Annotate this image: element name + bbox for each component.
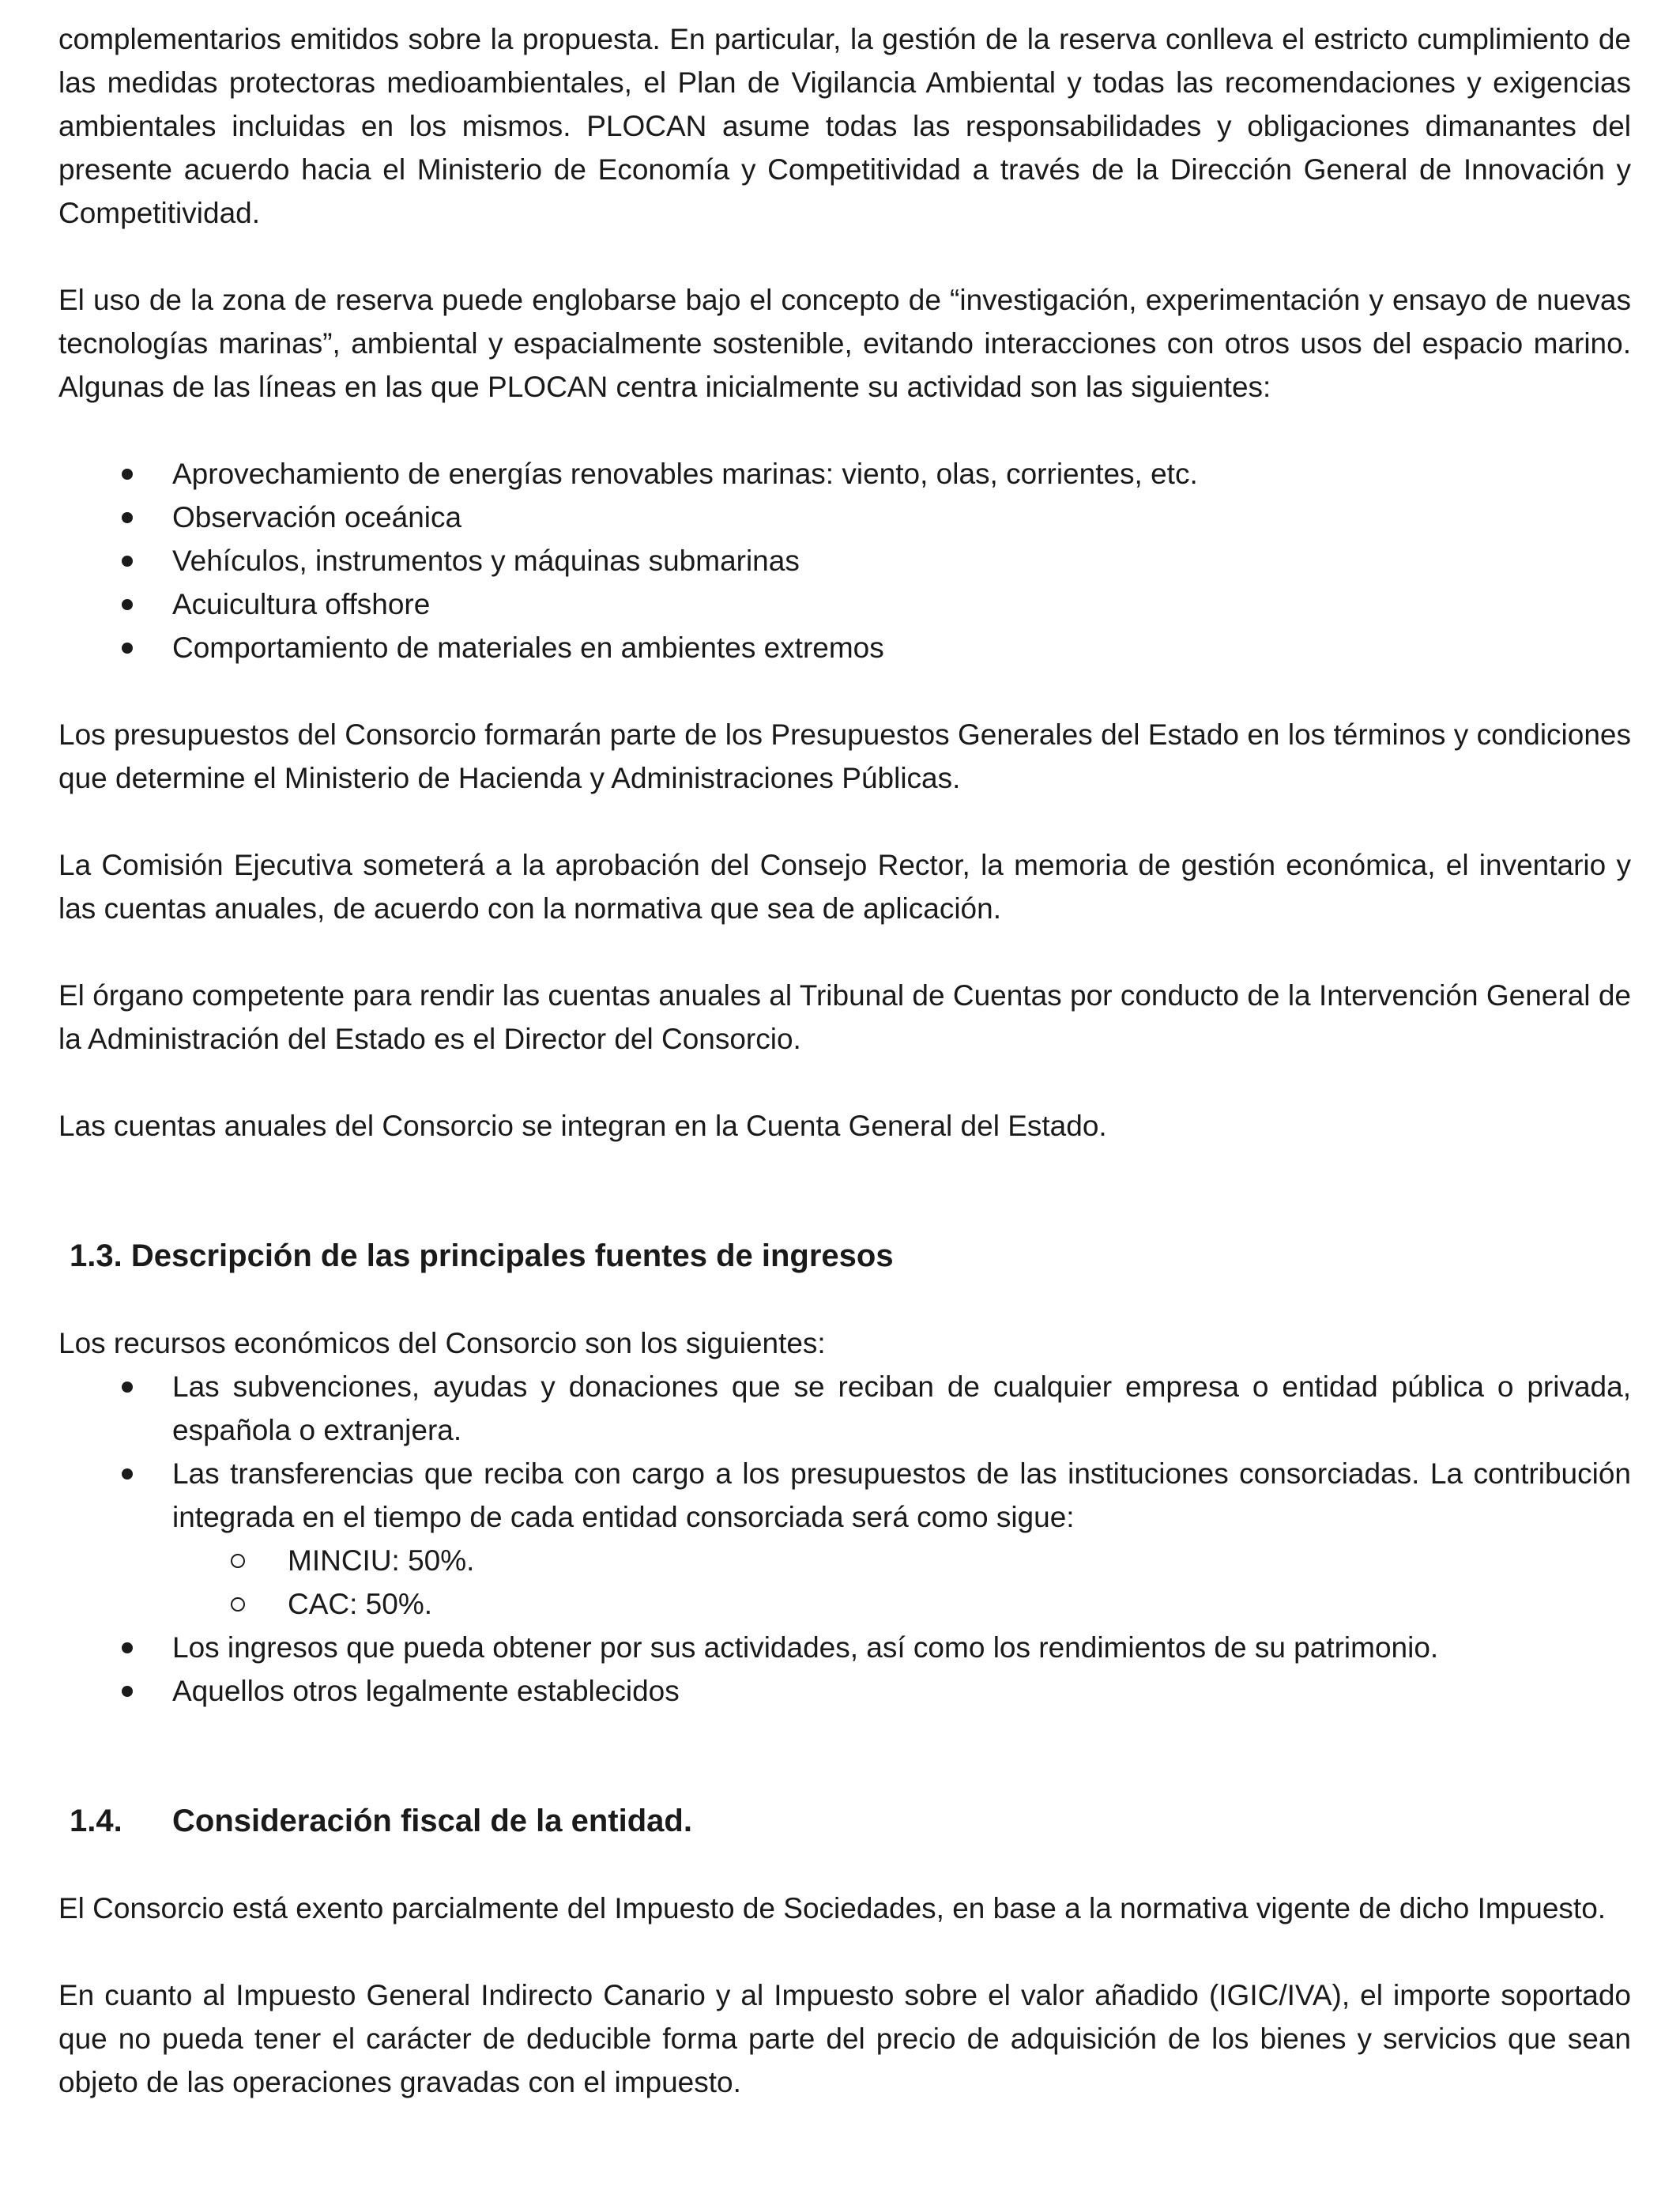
list-item-text: Comportamiento de materiales en ambientes extremos [172,631,884,664]
section-title: Consideración fiscal de la entidad. [172,1804,692,1838]
paragraph-competent-body: El órgano competente para rendir las cuentas anuales al Tribunal de Cuentas por conducto de la Intervención General de la Administración del Estado es el Director del Consorcio. [58,979,1631,1055]
paragraph-annual-accounts: Las cuentas anuales del Consorcio se integran en la Cuenta General del Estado. [58,1110,1107,1142]
bullet-icon [122,1382,133,1393]
list-item [58,452,1631,496]
resources-list-continued [58,1626,1631,1713]
list-item [58,1452,1631,1539]
resources-list [58,1365,1631,1539]
paragraph-igic-iva: En cuanto al Impuesto General Indirecto Canario y al Impuesto sobre el valor añadido (IGIC/IVA), el importe soportado que no pueda tener el carácter de deducible forma parte del precio de adquisición de los bienes y servicios que sean objeto de las operaciones gravadas con el impuesto. [58,1979,1631,2098]
list-item-text: Las transferencias que reciba con cargo a los presupuestos de las instituciones consorciadas. La contribución integrada en el tiempo de cada entidad consorciada será como sigue: [172,1457,1631,1533]
list-item [58,626,1631,669]
list-item [58,1365,1631,1452]
paragraph-reserve-management: complementarios emitidos sobre la propuesta. En particular, la gestión de la reserva conlleva el estricto cumplimiento de las medidas protectoras medioambientales, el Plan de Vigilancia Ambiental y todas las recomendaciones y exigencias ambientales incluidas en los mismos. PLOCAN asume todas las responsabilidades y obligaciones dimanantes del presente acuerdo hacia el Ministerio de Economía y Competitividad a través de la Dirección General de Innovación y Competitividad. [58,23,1631,229]
section-number: 1.4. [70,1804,122,1838]
list-item-text: Observación oceánica [172,501,462,533]
bullet-icon [122,599,133,610]
paragraph-executive-commission: La Comisión Ejecutiva someterá a la aprobación del Consejo Rector, la memoria de gestión económica, el inventario y las cuentas anuales, de acuerdo con la normativa que sea de aplicación. [58,849,1631,925]
section-heading-1-4 [58,1800,1631,1843]
bullet-icon [122,556,133,567]
paragraph-corporate-tax: El Consorcio está exento parcialmente del Impuesto de Sociedades, en base a la normativa vigente de dicho Impuesto. [58,1892,1607,1924]
sublist-item [58,1539,1631,1582]
list-item [58,539,1631,582]
document-page [58,17,1631,2104]
spacer [58,1278,1631,1321]
circle-bullet-icon [231,1597,245,1612]
bullet-icon [122,1642,133,1653]
sublist-item [58,1582,1631,1626]
list-item [58,1626,1631,1669]
list-item-text: Los ingresos que pueda obtener por sus actividades, así como los rendimientos de su patrimonio. [172,1631,1439,1664]
activity-lines-list [58,452,1631,669]
spacer [58,1930,1631,1973]
list-item-text: Vehículos, instrumentos y máquinas submarinas [172,545,800,577]
spacer [58,800,1631,843]
bullet-icon [122,469,133,480]
spacer [58,235,1631,278]
bullet-icon [122,1468,133,1480]
list-item-text: Aprovechamiento de energías renovables marinas: viento, olas, corrientes, etc. [172,458,1198,490]
spacer [58,1843,1631,1887]
spacer [58,669,1631,713]
spacer [58,1148,1631,1235]
contribution-sublist [58,1539,1631,1626]
list-item-text: Acuicultura offshore [172,588,431,620]
spacer [58,930,1631,974]
sublist-item-text: MINCIU: 50%. [288,1544,475,1577]
spacer [58,409,1631,452]
bullet-icon [122,643,133,654]
circle-bullet-icon [231,1554,245,1568]
list-item [58,582,1631,626]
spacer [58,1713,1631,1800]
list-item-text: Aquellos otros legalmente establecidos [172,1675,680,1707]
bullet-icon [122,512,133,523]
section-heading-1-3: 1.3. Descripción de las principales fuentes de ingresos [70,1238,894,1273]
paragraph-budgets: Los presupuestos del Consorcio formarán parte de los Presupuestos Generales del Estado en los términos y condiciones que determine el Ministerio de Hacienda y Administraciones Públicas. [58,718,1631,794]
list-item-text: Las subvenciones, ayudas y donaciones que se reciban de cualquier empresa o entidad pública o privada, española o extranjera. [172,1370,1631,1446]
sublist-item-text: CAC: 50%. [288,1588,433,1620]
paragraph-reserve-usage: El uso de la zona de reserva puede englobarse bajo el concepto de “investigación, experimentación y ensayo de nuevas tecnologías marinas”, ambiental y espacialmente sostenible, evitando interacciones con otros usos del espacio marino. Algunas de las líneas en las que PLOCAN centra inicialmente su actividad son las siguientes: [58,284,1631,403]
list-item [58,496,1631,539]
list-item [58,1669,1631,1713]
bullet-icon [122,1686,133,1697]
paragraph-economic-resources: Los recursos económicos del Consorcio son los siguientes: [58,1327,826,1359]
spacer [58,1061,1631,1104]
